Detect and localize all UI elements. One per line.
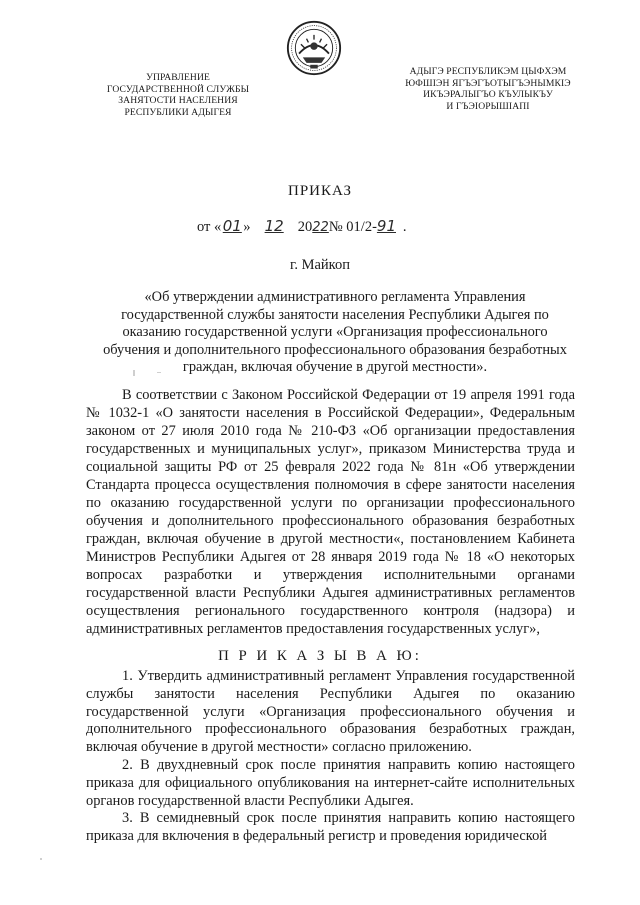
header-left-line: РЕСПУБЛИКИ АДЫГЕЯ [124,106,232,118]
header-right-line: ИКЪЭРАЛЫГЪО КЪУЛЫКЪУ [423,89,553,100]
handwritten-number: 91 [376,217,396,235]
preamble [86,386,575,638]
order-item: 1. Утвердить административный регламент Управления государственной службы занятости населения Республики Адыгея по оказанию государственной услуги «Организация профессионального обучения и дополнительного профессионального образования безработных граждан, включая обучение в другой местности» согласно приложению. [86,668,575,756]
order-item: 3. В семидневный срок после принятия направить копию настоящего приказа для включения в федеральный регистр и проведения юридической [86,810,575,845]
header-right-line: АДЫГЭ РЕСПУБЛИКЭМ ЦЫФХЭМ [409,66,567,77]
order-item: 2. В двухдневный срок после принятия направить копию настоящего приказа для официального опубликования на интернет-сайте исполнительных органов государственной власти Республики Адыгея. [86,756,575,809]
order-subject [96,289,574,377]
date-sep: » [243,219,251,235]
subject-line: оказанию государственной услуги «Организация профессионального [122,324,548,341]
preamble-paragraph: В соответствии с Законом Российской Федерации от 19 апреля 1991 года № 1032-1 «О занятости населения в Российской Федерации», Федеральным законом от 27 июля 2010 года № 210-ФЗ «Об организации предоставления государственных и муниципальных услуг», приказом Министерства труда и социальной защиты РФ от 25 февраля 2022 года № 81н «Об утверждении Стандарта процесса осуществления полномочия в сфере занятости населения по оказанию государственной услуги по организации профессионального обучения и дополнительного профессионального образования безработных граждан, включая обучение в другой местности«, постановлением Кабинета Министров Республики Адыгея от 28 января 2019 года № 18 «О некоторых вопросах разработки и утверждения исполнительными органами государственной власти Республики Адыгея административных регламентов осуществления регионального государственного контроля (надзора) и административных регламентов предоставления государственных услуг», [86,387,575,637]
handwritten-year: 22 [312,220,329,235]
scan-speck [157,372,161,373]
republic-of-adygea-emblem-icon [286,20,342,76]
order-items [86,668,575,846]
header-left-line: ЗАНЯТОСТИ НАСЕЛЕНИЯ [118,95,238,106]
document-title: ПРИКАЗ [288,183,352,199]
scan-speck [40,858,42,860]
header-right-line: И ГЪЭІОРЫШІАПІ [446,100,530,112]
number-prefix: № 01/2- [328,219,377,235]
handwritten-day: 01 [222,217,242,235]
scan-speck [133,370,135,376]
header-right-ady [388,66,588,112]
year-prefix: 20 [297,219,313,235]
order-date-number [197,217,407,236]
header-left-line: УПРАВЛЕНИЕ [146,72,210,83]
subject-line: граждан, включая обучение в другой местности». [182,359,488,376]
header-left-line: ГОСУДАРСТВЕННОЙ СЛУЖБЫ [106,83,250,95]
handwritten-month: 12 [264,217,284,235]
subject-line: государственной службы занятости населения Республики Адыгея по [121,306,549,323]
header-right-line: ЮФШІЭН ЯГЪЭГЪОТЫГЪЭНЫМКІЭ [405,77,571,89]
number-tail: . [402,219,407,235]
city: г. Майкоп [290,257,350,273]
header-left-ru [78,72,278,118]
subject-line: «Об утверждении административного регламента Управления [144,289,526,305]
date-prefix: от « [197,219,222,235]
subject-line: обучения и дополнительного профессионального образования безработных [103,341,567,358]
orders-heading: П Р И К А З Ы В А Ю: [218,648,422,664]
